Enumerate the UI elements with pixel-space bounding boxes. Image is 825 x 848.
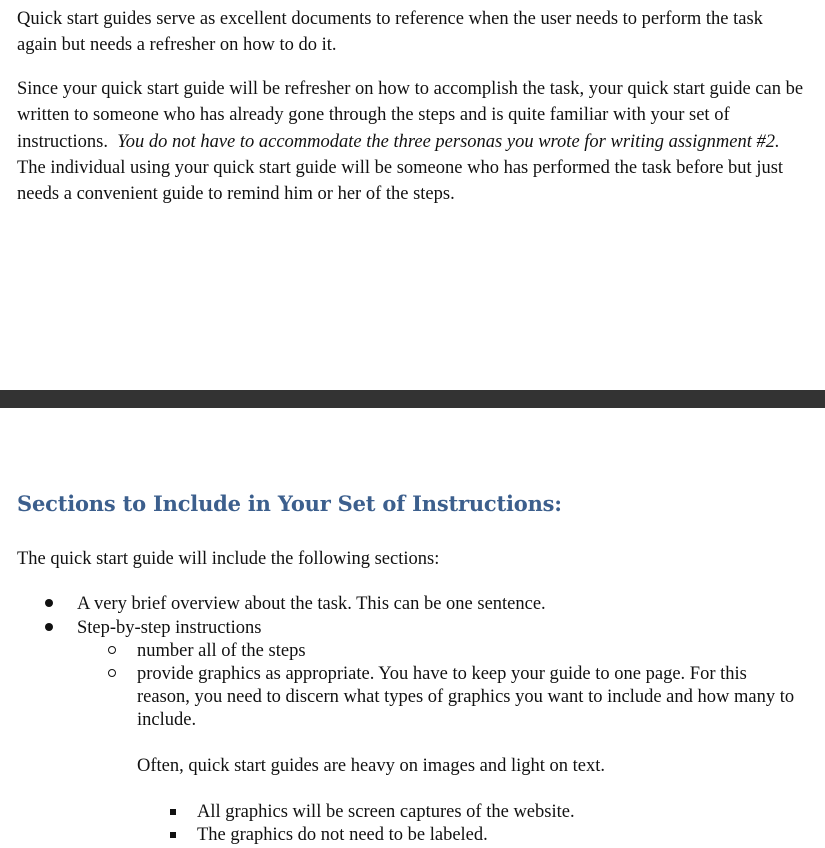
section-heading: Sections to Include in Your Set of Instructions: — [17, 491, 562, 516]
list-item-steps: Step-by-step instructions — [77, 618, 262, 638]
intro-paragraph: Quick start guides serve as excellent documents to reference when the user needs to perform the task again but needs a refresher on how to do it. — [17, 9, 763, 56]
bullet-circle-icon — [108, 640, 118, 650]
personas-note: You do not have to accommodate the three personas you wrote for writing assignment #2. — [117, 131, 780, 152]
section-intro: The quick start guide will include the following sections: — [17, 549, 440, 569]
sub-item-number-steps: number all of the steps — [137, 641, 306, 661]
bullet-square-icon — [170, 824, 178, 832]
graphics-note: Often, quick start guides are heavy on images and light on text. — [137, 756, 606, 776]
bullet-circle-icon — [108, 663, 118, 673]
audience-paragraph — [17, 76, 807, 207]
sub-sub-item-no-labels: The graphics do not need to be labeled. — [197, 825, 488, 845]
sub-sub-item-screen-captures: All graphics will be screen captures of the website. — [197, 802, 575, 822]
sub-item-graphics: provide graphics as appropriate. You have to keep your guide to one page. For this reason, you need to discern what types of graphics you want to include and how many to include. — [137, 664, 795, 730]
bullet-disc-icon — [45, 617, 55, 627]
bullet-square-icon — [170, 801, 178, 809]
audience-text-end: The individual using your quick start guide will be someone who has performed the task before but just needs a convenient guide to remind him or her of the steps. — [17, 157, 784, 205]
audience-text-start: Since your quick start guide will be refresher on how to accomplish the task, your quick start guide can be written to someone who has already gone through the steps and is quite familiar with your set of instructions. — [17, 79, 804, 152]
page-divider — [0, 390, 825, 408]
bullet-disc-icon — [45, 593, 55, 603]
list-item-overview: A very brief overview about the task. This can be one sentence. — [77, 594, 546, 614]
